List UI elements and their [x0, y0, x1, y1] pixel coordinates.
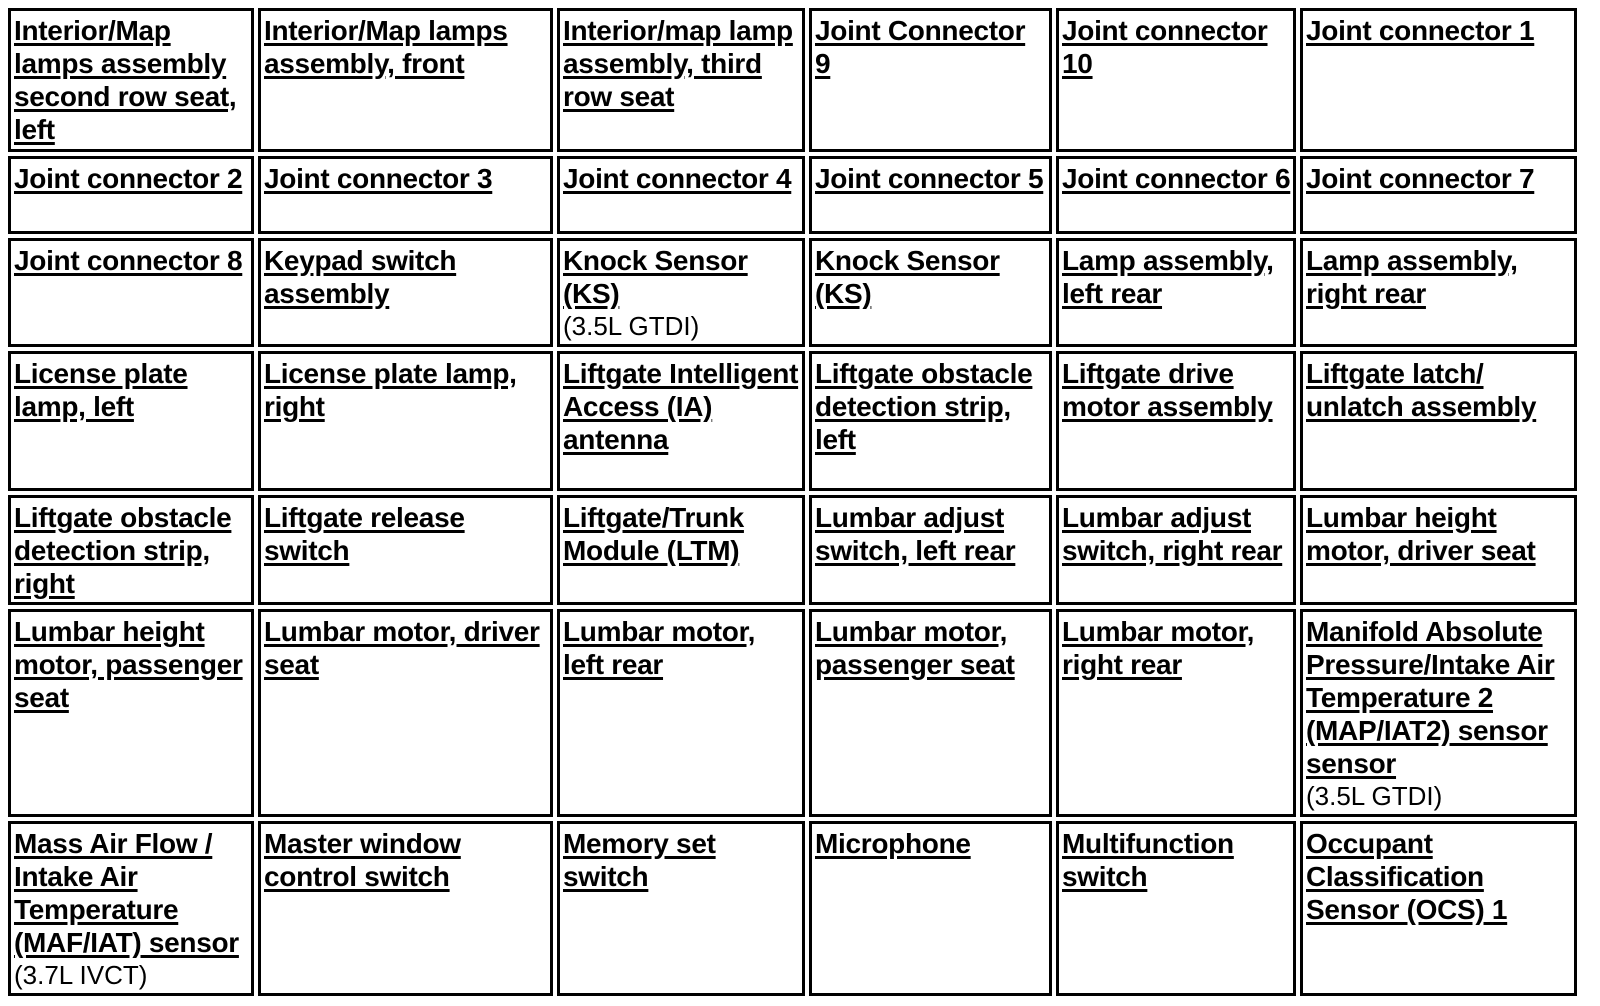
- table-row: [8, 495, 1577, 605]
- table-cell: [8, 156, 254, 234]
- component-link[interactable]: Mass Air Flow / Intake Air Temperature (MAF/IAT) sensor: [14, 828, 239, 958]
- table-cell: [557, 609, 805, 817]
- component-link[interactable]: License plate lamp, right: [264, 358, 517, 422]
- table-cell: [258, 609, 553, 817]
- component-link[interactable]: Joint connector 5: [815, 163, 1044, 194]
- table-cell: [557, 8, 805, 152]
- component-link[interactable]: Lamp assembly, left rear: [1062, 245, 1274, 309]
- table-cell: [1300, 821, 1577, 996]
- component-link[interactable]: Microphone: [815, 828, 971, 859]
- table-cell: [1056, 495, 1296, 605]
- table-cell: [557, 156, 805, 234]
- engine-note: (3.7L IVCT): [14, 960, 148, 990]
- component-link[interactable]: Joint connector 2: [14, 163, 243, 194]
- component-link[interactable]: Lumbar height motor, driver seat: [1306, 502, 1536, 566]
- component-link[interactable]: Joint connector 3: [264, 163, 493, 194]
- table-cell: [557, 495, 805, 605]
- table-cell: [809, 8, 1052, 152]
- component-link[interactable]: Lamp assembly, right rear: [1306, 245, 1518, 309]
- table-cell: [809, 351, 1052, 491]
- table-cell: [1056, 609, 1296, 817]
- table-cell: [809, 609, 1052, 817]
- component-link[interactable]: Lumbar motor, driver seat: [264, 616, 540, 680]
- table-cell: [8, 821, 254, 996]
- component-link[interactable]: Knock Sensor (KS): [815, 245, 1000, 309]
- table-row: [8, 156, 1577, 234]
- component-link[interactable]: Memory set switch: [563, 828, 716, 892]
- table-row: [8, 609, 1577, 817]
- table-cell: [8, 495, 254, 605]
- table-cell: [557, 351, 805, 491]
- table-cell: [809, 156, 1052, 234]
- component-link[interactable]: Lumbar motor, right rear: [1062, 616, 1255, 680]
- component-link[interactable]: Liftgate latch/ unlatch assembly: [1306, 358, 1537, 422]
- component-link[interactable]: Liftgate Intelligent Access (IA) antenna: [563, 358, 799, 455]
- component-link[interactable]: Lumbar motor, left rear: [563, 616, 756, 680]
- component-link[interactable]: Joint connector 8: [14, 245, 243, 276]
- component-link[interactable]: Lumbar motor, passenger seat: [815, 616, 1015, 680]
- component-link[interactable]: Lumbar adjust switch, left rear: [815, 502, 1016, 566]
- component-link[interactable]: Joint connector 7: [1306, 163, 1535, 194]
- component-link[interactable]: License plate lamp, left: [14, 358, 188, 422]
- table-row: [8, 8, 1577, 152]
- component-link[interactable]: Knock Sensor (KS): [563, 245, 748, 309]
- table-cell: [1056, 351, 1296, 491]
- component-link[interactable]: Liftgate release switch: [264, 502, 465, 566]
- component-link[interactable]: Joint connector 6: [1062, 163, 1291, 194]
- table-cell: [1300, 495, 1577, 605]
- table-cell: [8, 238, 254, 347]
- table-cell: [557, 238, 805, 347]
- component-link[interactable]: Manifold Absolute Pressure/Intake Air Temperature 2 (MAP/IAT2) sensor sensor: [1306, 616, 1555, 779]
- component-link[interactable]: Interior/Map lamps assembly second row seat, left: [14, 15, 237, 145]
- table-cell: [258, 495, 553, 605]
- table-cell: [1300, 351, 1577, 491]
- component-link[interactable]: Multifunction switch: [1062, 828, 1234, 892]
- table-cell: [258, 351, 553, 491]
- table-cell: [1056, 8, 1296, 152]
- component-link[interactable]: Joint connector 10: [1062, 15, 1268, 79]
- table-cell: [8, 351, 254, 491]
- component-link[interactable]: Occupant Classification Sensor (OCS) 1: [1306, 828, 1508, 925]
- component-link[interactable]: Liftgate drive motor assembly: [1062, 358, 1273, 422]
- table-cell: [258, 238, 553, 347]
- table-cell: [1300, 238, 1577, 347]
- component-link[interactable]: Liftgate/Trunk Module (LTM): [563, 502, 744, 566]
- table-row: [8, 351, 1577, 491]
- table-cell: [1300, 156, 1577, 234]
- table-cell: [809, 238, 1052, 347]
- table-row: [8, 821, 1577, 996]
- table-cell: [1300, 8, 1577, 152]
- table-cell: [258, 821, 553, 996]
- component-link[interactable]: Lumbar adjust switch, right rear: [1062, 502, 1283, 566]
- component-link[interactable]: Liftgate obstacle detection strip, left: [815, 358, 1033, 455]
- component-link[interactable]: Interior/map lamp assembly, third row seat: [563, 15, 793, 112]
- component-location-table: [4, 4, 1581, 1000]
- engine-note: (3.5L GTDI): [563, 311, 700, 341]
- table-cell: [557, 821, 805, 996]
- table-cell: [1056, 156, 1296, 234]
- table-cell: [809, 495, 1052, 605]
- component-link[interactable]: Master window control switch: [264, 828, 461, 892]
- table-cell: [8, 8, 254, 152]
- component-link[interactable]: Keypad switch assembly: [264, 245, 457, 309]
- engine-note: (3.5L GTDI): [1306, 781, 1443, 811]
- component-link[interactable]: Liftgate obstacle detection strip, right: [14, 502, 232, 599]
- table-cell: [1056, 238, 1296, 347]
- table-cell: [1300, 609, 1577, 817]
- component-link[interactable]: Joint connector 4: [563, 163, 792, 194]
- component-link[interactable]: Joint connector 1: [1306, 15, 1535, 46]
- component-link[interactable]: Joint Connector 9: [815, 15, 1026, 79]
- table-row: [8, 238, 1577, 347]
- component-link[interactable]: Interior/Map lamps assembly, front: [264, 15, 508, 79]
- table-cell: [8, 609, 254, 817]
- table-cell: [1056, 821, 1296, 996]
- table-cell: [809, 821, 1052, 996]
- table-cell: [258, 156, 553, 234]
- component-link[interactable]: Lumbar height motor, passenger seat: [14, 616, 243, 713]
- table-cell: [258, 8, 553, 152]
